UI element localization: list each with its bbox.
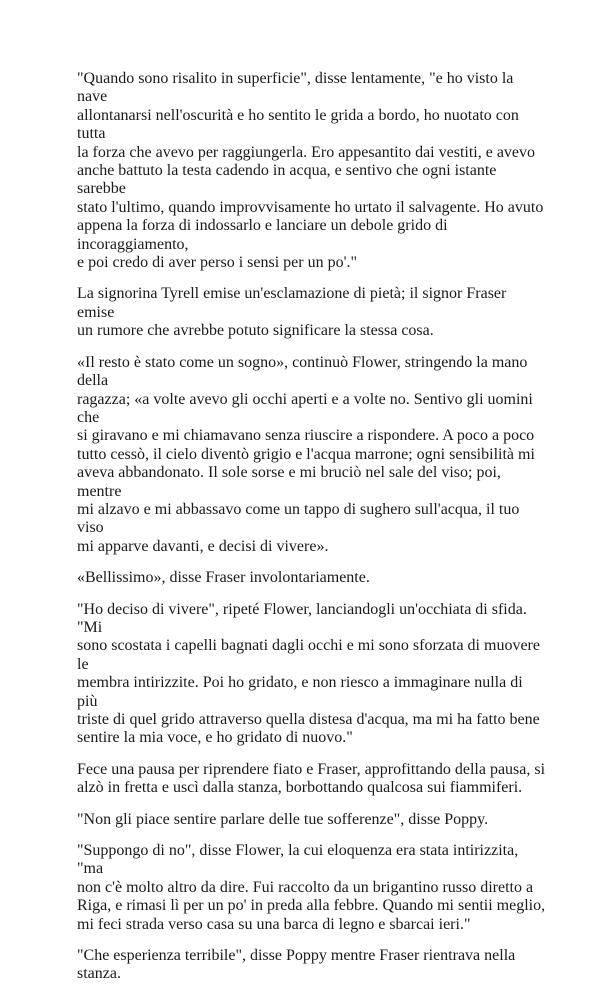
paragraph: Fece una pausa per riprendere fiato e Fraser, approfittando della pausa, si alzò in fretta e uscì dalla stanza, borbottando qualcosa sui fiammiferi. (77, 760, 546, 797)
paragraph: "Quando sono risalito in superficie", disse lentamente, "e ho visto la nave allontanarsi nell'oscurità e ho sentito le grida a bordo, ho nuotato con tutta la forza che avevo per raggiungerla. Ero appesantito dai vestiti, e avevo anche battuto la testa cadendo in acqua, e sentivo che ogni istante sarebbe stato l'ultimo, quando improvvisamente ho urtato il salvagente. Ho avuto appena la forza di indossarlo e lanciare un debole grido di incoraggiamento, e poi credo di aver perso i sensi per un po'." (77, 70, 544, 272)
paragraph: "Che esperienza terribile", disse Poppy mentre Fraser rientrava nella stanza. (77, 947, 516, 983)
paragraph: «Bellissimo», disse Fraser involontariamente. (77, 569, 370, 587)
paragraph: La signorina Tyrell emise un'esclamazione di pietà; il signor Fraser emise un rumore che avrebbe potuto significare la stessa cosa. (77, 285, 507, 340)
paragraph: "Ho deciso di vivere", ripeté Flower, lanciandogli un'occhiata di sfida. "Mi sono scostata i capelli bagnati dagli occhi e mi sono sforzata di muovere le membra intirizzite. Poi ho gridato, e non riesco a immaginare nulla di più triste di quel grido attraverso quella distesa d'acqua, ma mi ha fatto bene sentire la mia voce, e ho gridato di nuovo." (77, 600, 540, 747)
paragraph: «Il resto è stato come un sogno», continuò Flower, stringendo la mano della ragazza; «a volte avevo gli occhi aperti e a volte no. Sentivo gli uomini che si giravano e mi chiamavano senza riuscire a rispondere. A poco a poco tutto cessò, il cielo diventò grigio e l'acqua marrone; ogni sensibilità mi aveva abbandonato. Il sole sorse e mi bruciò nel sale del viso; poi, mentre mi alzavo e mi abbassavo come un tappo di sughero sull'acqua, il tuo viso mi apparve davanti, e decisi di vivere». (77, 353, 535, 555)
paragraph: "Suppongo di no", disse Flower, la cui eloquenza era stata intirizzita, "ma non c'è molto altro da dire. Fui raccolto da un brigantino russo diretto a Riga, e rimasi lì per un po' in preda alla febbre. Quando mi sentii meglio, mi feci strada verso casa su una barca di legno e sbarcai ieri." (77, 842, 546, 933)
document-page (77, 70, 547, 997)
paragraph: "Non gli piace sentire parlare delle tue sofferenze", disse Poppy. (77, 810, 489, 828)
